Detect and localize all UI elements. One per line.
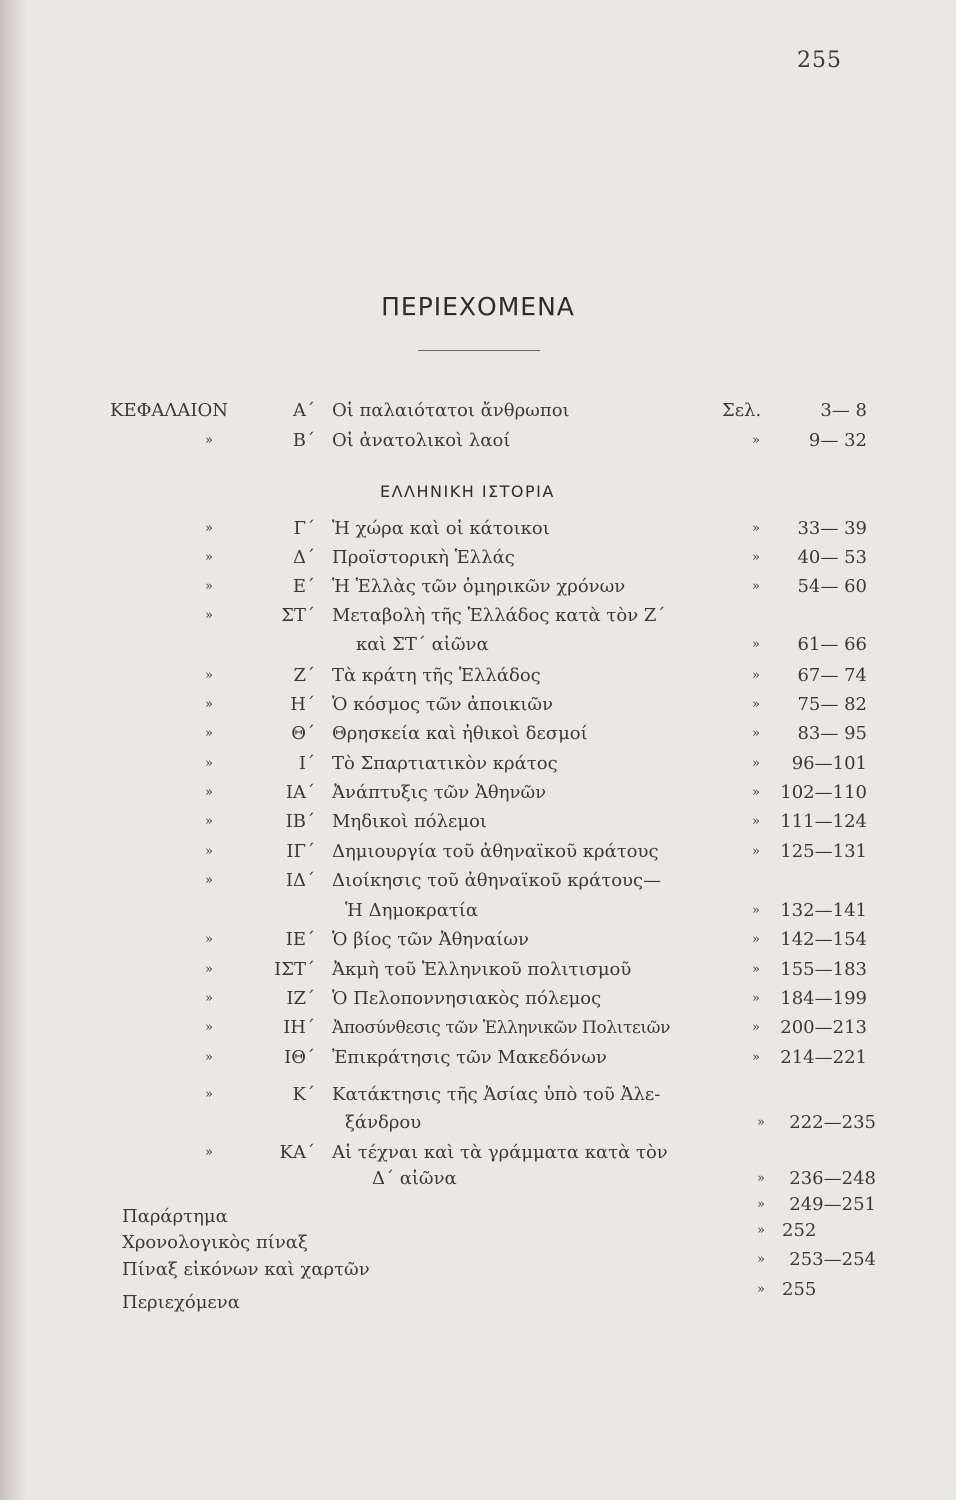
- ditto-mark: »: [752, 1050, 760, 1065]
- ditto-mark: »: [752, 579, 760, 594]
- toc-entry: [0, 572, 956, 602]
- toc-entry-continuation: [0, 1108, 956, 1138]
- toc-entry: [0, 807, 956, 837]
- ditto-mark: »: [205, 1087, 213, 1102]
- ditto-mark: »: [205, 579, 213, 594]
- ditto-mark: »: [205, 785, 213, 800]
- toc-entry: [0, 601, 956, 631]
- chapter-title: Τὸ Σπαρτιατικὸν κράτος: [332, 753, 558, 774]
- page-range: 132—141: [780, 900, 867, 921]
- chapter-title: Θρησκεία καὶ ἠθικοὶ δεσμοί: [332, 723, 588, 744]
- toc-entry: [0, 543, 956, 573]
- page-range: 253—254: [789, 1249, 876, 1270]
- chapter-number: Γ΄: [293, 518, 315, 539]
- chapter-number: ΙΑ΄: [285, 782, 315, 803]
- ditto-mark: »: [752, 1020, 760, 1035]
- chapter-title: Μεταβολὴ τῆς Ἑλλάδος κατὰ τὸν Ζ΄: [332, 605, 666, 626]
- page-range: 200—213: [780, 1017, 867, 1038]
- chapter-title: Ὁ βίος τῶν Ἀθηναίων: [332, 929, 529, 950]
- toc-entry: [0, 955, 956, 985]
- page-range: 102—110: [780, 782, 867, 803]
- ditto-mark: »: [752, 433, 760, 448]
- ditto-mark: »: [752, 726, 760, 741]
- ditto-mark: »: [757, 1252, 765, 1267]
- chapter-title: Αἱ τέχναι καὶ τὰ γράμματα κατὰ τὸν: [332, 1142, 668, 1163]
- chapter-title: Ὁ Πελοποννησιακὸς πόλεμος: [332, 988, 602, 1009]
- page-range: 111—124: [780, 811, 867, 832]
- ditto-mark: »: [205, 550, 213, 565]
- ditto-mark: »: [752, 521, 760, 536]
- chapter-title-continued: καὶ ΣΤ΄ αἰῶνα: [356, 634, 489, 655]
- chapter-title: Ἡ Ἑλλὰς τῶν ὁμηρικῶν χρόνων: [332, 576, 626, 597]
- ditto-mark: »: [757, 1282, 765, 1297]
- chapter-title: Τὰ κράτη τῆς Ἑλλάδος: [332, 665, 541, 686]
- ditto-mark: »: [752, 550, 760, 565]
- chapter-number: Δ΄: [293, 547, 315, 568]
- page-range: 3— 8: [820, 400, 867, 421]
- appendix-title: Παράρτημα: [122, 1206, 228, 1227]
- toc-entry: [0, 690, 956, 720]
- toc-entry: [0, 925, 956, 955]
- chapter-title: Οἱ ἀνατολικοὶ λαοί: [332, 430, 511, 451]
- chapter-title-continued: ξάνδρου: [345, 1112, 422, 1133]
- chapter-number: Η΄: [290, 694, 315, 715]
- ditto-mark: »: [205, 932, 213, 947]
- chapter-title: Δημιουργία τοῦ ἀθηναϊκοῦ κράτους: [332, 841, 659, 862]
- ditto-mark: »: [205, 726, 213, 741]
- toc-entry-continuation: [0, 630, 956, 660]
- section-heading: ΕΛΛΗΝΙΚΗ ΙΣΤΟΡΙΑ: [380, 482, 555, 501]
- page-range: 75— 82: [797, 694, 867, 715]
- ditto-mark: »: [205, 873, 213, 888]
- ditto-mark: »: [205, 991, 213, 1006]
- page-range: 125—131: [780, 841, 867, 862]
- page-range: 142—154: [780, 929, 867, 950]
- ditto-mark: »: [205, 1145, 213, 1160]
- page-range: 255: [782, 1279, 817, 1300]
- page-range: 249—251: [789, 1194, 876, 1215]
- chapter-number: ΚΑ΄: [279, 1142, 315, 1163]
- toc-entry: [0, 749, 956, 779]
- chapter-title: Μηδικοὶ πόλεμοι: [332, 811, 487, 832]
- appendix-title: Περιεχόμενα: [122, 1292, 240, 1313]
- page-range: 155—183: [780, 959, 867, 980]
- title-divider: [418, 350, 540, 351]
- ditto-mark: »: [205, 1020, 213, 1035]
- ditto-mark: »: [752, 756, 760, 771]
- chapter-number: ΙΖ΄: [286, 988, 315, 1009]
- page-range: 184—199: [780, 988, 867, 1009]
- page-range: 61— 66: [797, 634, 867, 655]
- page-range: 236—248: [789, 1168, 876, 1189]
- page-range: 9— 32: [808, 430, 867, 451]
- chapter-number: Ζ΄: [293, 665, 315, 686]
- ditto-mark: »: [205, 433, 213, 448]
- chapter-title: Ἡ χώρα καὶ οἱ κάτοικοι: [332, 518, 550, 539]
- chapter-title: Ἀνάπτυξις τῶν Ἀθηνῶν: [332, 782, 547, 803]
- page-range: 40— 53: [797, 547, 867, 568]
- ditto-mark: »: [752, 844, 760, 859]
- ditto-mark: »: [752, 962, 760, 977]
- page-label: Σελ.: [722, 400, 762, 421]
- toc-entry: [0, 1013, 956, 1043]
- toc-entry: [0, 1080, 956, 1110]
- ditto-mark: »: [205, 521, 213, 536]
- chapter-number: ΙΓ΄: [286, 841, 315, 862]
- chapter-title: Ἐπικράτησις τῶν Μακεδόνων: [332, 1047, 607, 1068]
- toc-entry: [0, 661, 956, 691]
- toc-entry: [0, 396, 956, 426]
- ditto-mark: »: [757, 1197, 765, 1212]
- page-number: 255: [797, 48, 842, 73]
- chapter-number: Α΄: [293, 400, 315, 421]
- ditto-mark: »: [752, 991, 760, 1006]
- ditto-mark: »: [205, 814, 213, 829]
- ditto-mark: »: [205, 608, 213, 623]
- appendix-title: Πίναξ εἰκόνων καὶ χαρτῶν: [122, 1259, 370, 1280]
- ditto-mark: »: [205, 697, 213, 712]
- page-range: 214—221: [780, 1047, 867, 1068]
- ditto-mark: »: [752, 637, 760, 652]
- chapter-title-continued: Ἡ Δημοκρατία: [345, 900, 479, 921]
- ditto-mark: »: [752, 814, 760, 829]
- chapter-number: ΙΣΤ΄: [274, 959, 315, 980]
- ditto-mark: »: [757, 1223, 765, 1238]
- ditto-mark: »: [752, 932, 760, 947]
- chapter-title-continued: Δ΄ αἰῶνα: [372, 1168, 457, 1189]
- chapter-number: ΙΔ΄: [285, 870, 315, 891]
- chapter-number: ΙΘ΄: [284, 1047, 315, 1068]
- page-range: 252: [782, 1220, 817, 1241]
- toc-entry: [0, 837, 956, 867]
- ditto-mark: »: [752, 785, 760, 800]
- page-range: 67— 74: [797, 665, 867, 686]
- page-title: ΠΕΡΙΕΧΟΜΕΝΑ: [381, 292, 575, 321]
- page-range: 222—235: [789, 1112, 876, 1133]
- chapter-number: ΙΕ΄: [285, 929, 315, 950]
- toc-entry: [0, 719, 956, 749]
- appendix-entry: [0, 1279, 956, 1318]
- chapter-title: Διοίκησις τοῦ ἀθηναϊκοῦ κράτους—: [332, 870, 662, 891]
- chapter-title: Ἀκμὴ τοῦ Ἑλληνικοῦ πολιτισμοῦ: [332, 959, 632, 980]
- toc-entry: [0, 514, 956, 544]
- toc-entry: [0, 778, 956, 808]
- ditto-mark: »: [205, 756, 213, 771]
- chapter-number: Ε΄: [292, 576, 315, 597]
- toc-entry: [0, 984, 956, 1014]
- ditto-mark: »: [205, 1050, 213, 1065]
- chapter-number: ΣΤ΄: [281, 605, 315, 626]
- chapter-title: Προϊστορικὴ Ἑλλάς: [332, 547, 515, 568]
- ditto-mark: »: [752, 668, 760, 683]
- chapter-number: Ι΄: [298, 753, 315, 774]
- page-range: 96—101: [791, 753, 867, 774]
- chapter-title: Ἀποσύνθεσις τῶν Ἑλληνικῶν Πολιτειῶν: [332, 1018, 671, 1038]
- toc-entry: [0, 426, 956, 456]
- chapter-title: Ὁ κόσμος τῶν ἀποικιῶν: [332, 694, 554, 715]
- appendix-title: Χρονολογικὸς πίναξ: [122, 1232, 308, 1253]
- chapter-title: Κατάκτησις τῆς Ἀσίας ὑπὸ τοῦ Ἀλε-: [332, 1084, 661, 1105]
- chapter-number: Κ΄: [292, 1084, 315, 1105]
- ditto-mark: »: [752, 903, 760, 918]
- page-range: 33— 39: [797, 518, 867, 539]
- chapter-title: Οἱ παλαιότατοι ἄνθρωποι: [332, 400, 570, 421]
- chapter-label: ΚΕΦΑΛΑΙΟΝ: [110, 400, 228, 421]
- page-range: 54— 60: [797, 576, 867, 597]
- chapter-number: Β΄: [292, 430, 315, 451]
- ditto-mark: »: [205, 668, 213, 683]
- chapter-number: ΙΒ΄: [285, 811, 315, 832]
- toc-entry-continuation: [0, 896, 956, 926]
- ditto-mark: »: [205, 962, 213, 977]
- chapter-number: Θ΄: [291, 723, 315, 744]
- ditto-mark: »: [205, 844, 213, 859]
- toc-entry: [0, 866, 956, 896]
- ditto-mark: »: [757, 1171, 765, 1186]
- toc-entry: [0, 1043, 956, 1073]
- ditto-mark: »: [752, 697, 760, 712]
- chapter-number: ΙΗ΄: [283, 1017, 315, 1038]
- page-range: 83— 95: [797, 723, 867, 744]
- ditto-mark: »: [757, 1115, 765, 1130]
